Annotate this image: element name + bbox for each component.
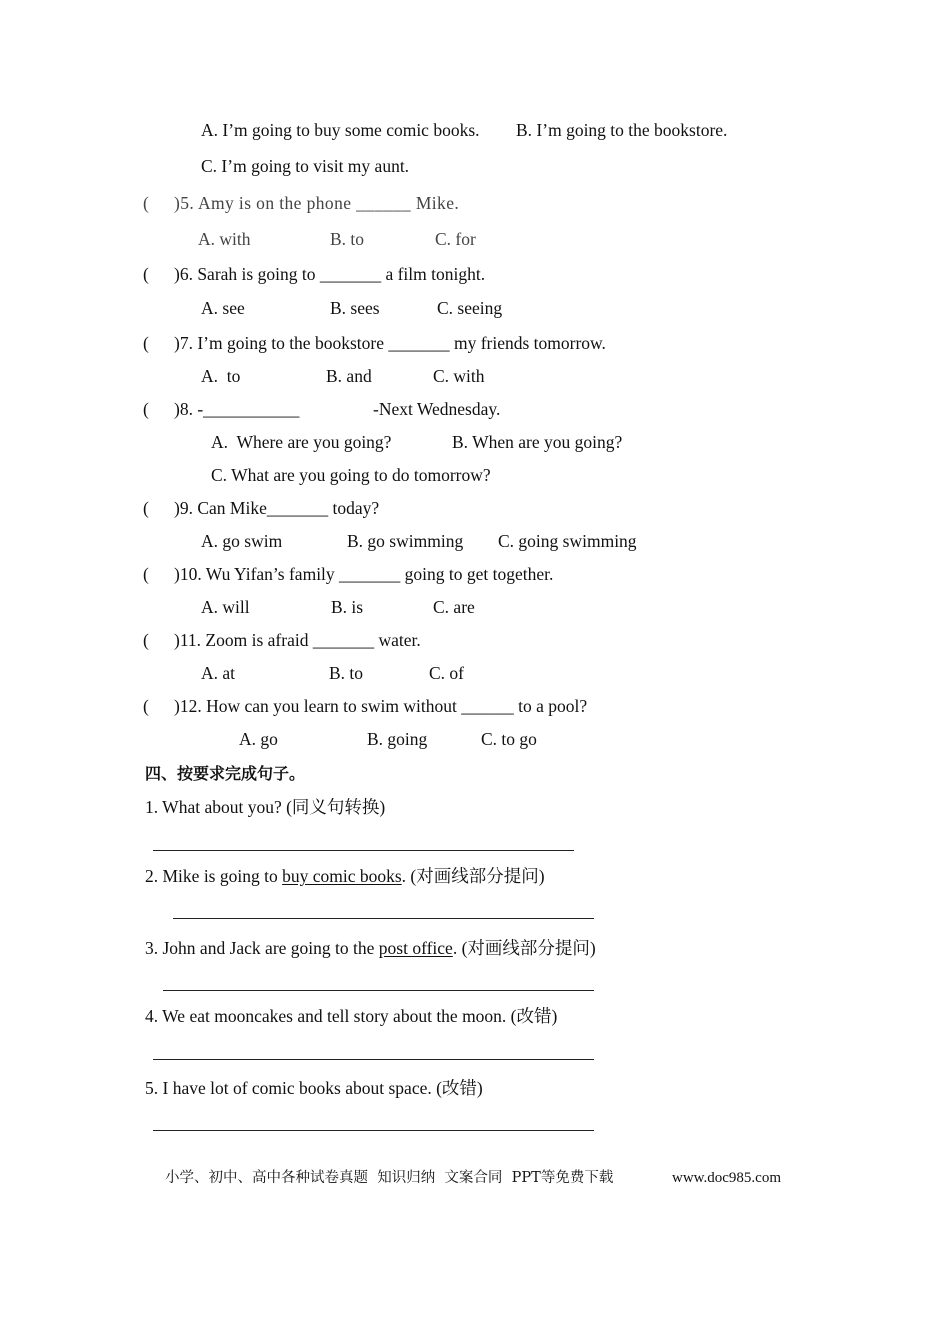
q7-stem: )7. I’m going to the bookstore _______ my friends tomorrow. bbox=[174, 333, 606, 353]
q5-paren: ( bbox=[143, 193, 149, 213]
s4-answer-line-2[interactable] bbox=[173, 918, 594, 919]
footer-website-link[interactable]: www.doc985.com bbox=[672, 1170, 782, 1186]
q6-stem: )6. Sarah is going to _______ a film tonight. bbox=[174, 264, 486, 284]
q11-option-c: C. of bbox=[429, 663, 464, 683]
q8-option-c: C. What are you going to do tomorrow? bbox=[211, 465, 491, 485]
q7-option-b: B. and bbox=[326, 366, 372, 386]
s4-item-4 bbox=[145, 1005, 557, 1027]
q8-answer-cue: -Next Wednesday. bbox=[373, 399, 501, 419]
s4-answer-line-5[interactable] bbox=[153, 1130, 594, 1131]
q12-option-b: B. going bbox=[367, 729, 428, 749]
s4-item-2-post: . (对画线部分提问) bbox=[401, 866, 545, 886]
s4-item-2-underlined: buy comic books bbox=[282, 866, 402, 886]
section4-title: 四、按要求完成句子。 bbox=[145, 764, 306, 783]
q6-paren: ( bbox=[143, 264, 149, 284]
q9-option-c: C. going swimming bbox=[498, 531, 637, 551]
q4-option-b: B. I’m going to the bookstore. bbox=[516, 120, 728, 140]
q9-stem: )9. Can Mike_______ today? bbox=[174, 498, 380, 518]
q4-option-c: C. I’m going to visit my aunt. bbox=[201, 156, 410, 176]
q6-option-a: A. see bbox=[201, 298, 245, 318]
q10-paren: ( bbox=[143, 564, 149, 584]
s4-item-3-pre: 3. John and Jack are going to the bbox=[145, 938, 379, 958]
q4-option-a: A. I’m going to buy some comic books. bbox=[201, 120, 480, 140]
q11-option-a: A. at bbox=[201, 663, 236, 683]
q6-option-b: B. sees bbox=[330, 298, 380, 318]
q10-stem: )10. Wu Yifan’s family _______ going to get together. bbox=[174, 564, 554, 584]
s4-item-1 bbox=[145, 796, 385, 818]
q9-paren: ( bbox=[143, 498, 149, 518]
s4-item-3-underlined: post office bbox=[378, 938, 453, 958]
q7-paren: ( bbox=[143, 333, 149, 353]
s4-answer-line-1[interactable] bbox=[153, 850, 574, 851]
q5-stem: )5. Amy is on the phone ______ Mike. bbox=[174, 193, 460, 213]
q11-option-b: B. to bbox=[329, 663, 364, 683]
footer-left-text: 小学、初中、高中各种试卷真题 知识归纳 文案合同 PPT等免费下载 bbox=[165, 1170, 614, 1186]
q8-option-a: A. Where are you going? bbox=[211, 432, 392, 452]
q11-paren: ( bbox=[143, 630, 149, 650]
s4-item-1-text: 1. What about you? (同义句转换) bbox=[145, 797, 386, 817]
q10-option-c: C. are bbox=[433, 597, 475, 617]
q12-option-a: A. go bbox=[239, 729, 278, 749]
q7-option-a: A. to bbox=[201, 366, 241, 386]
q5-option-a: A. with bbox=[198, 229, 251, 249]
q8-stem: )8. -___________ bbox=[174, 399, 300, 419]
q8-option-b: B. When are you going? bbox=[452, 432, 623, 452]
s4-item-2 bbox=[145, 865, 545, 887]
s4-answer-line-4[interactable] bbox=[153, 1059, 594, 1060]
s4-item-3 bbox=[145, 937, 596, 959]
s4-item-5-text: 5. I have lot of comic books about space. (改错) bbox=[145, 1078, 483, 1098]
s4-item-4-text: 4. We eat mooncakes and tell story about the moon. (改错) bbox=[145, 1006, 558, 1026]
q5-option-c: C. for bbox=[435, 229, 476, 249]
s4-item-2-pre: 2. Mike is going to bbox=[145, 866, 283, 886]
s4-item-5 bbox=[145, 1077, 483, 1099]
q11-stem: )11. Zoom is afraid _______ water. bbox=[174, 630, 421, 650]
q12-option-c: C. to go bbox=[481, 729, 537, 749]
q12-paren: ( bbox=[143, 696, 149, 716]
q12-stem: )12. How can you learn to swim without ______ to a pool? bbox=[174, 696, 588, 716]
q7-option-c: C. with bbox=[433, 366, 485, 386]
s4-item-3-post: . (对画线部分提问) bbox=[452, 938, 596, 958]
q10-option-a: A. will bbox=[201, 597, 250, 617]
q8-paren: ( bbox=[143, 399, 149, 419]
q9-option-b: B. go swimming bbox=[347, 531, 464, 551]
q5-option-b: B. to bbox=[330, 229, 365, 249]
q10-option-b: B. is bbox=[331, 597, 364, 617]
q6-option-c: C. seeing bbox=[437, 298, 503, 318]
s4-answer-line-3[interactable] bbox=[163, 990, 594, 991]
q9-option-a: A. go swim bbox=[201, 531, 283, 551]
